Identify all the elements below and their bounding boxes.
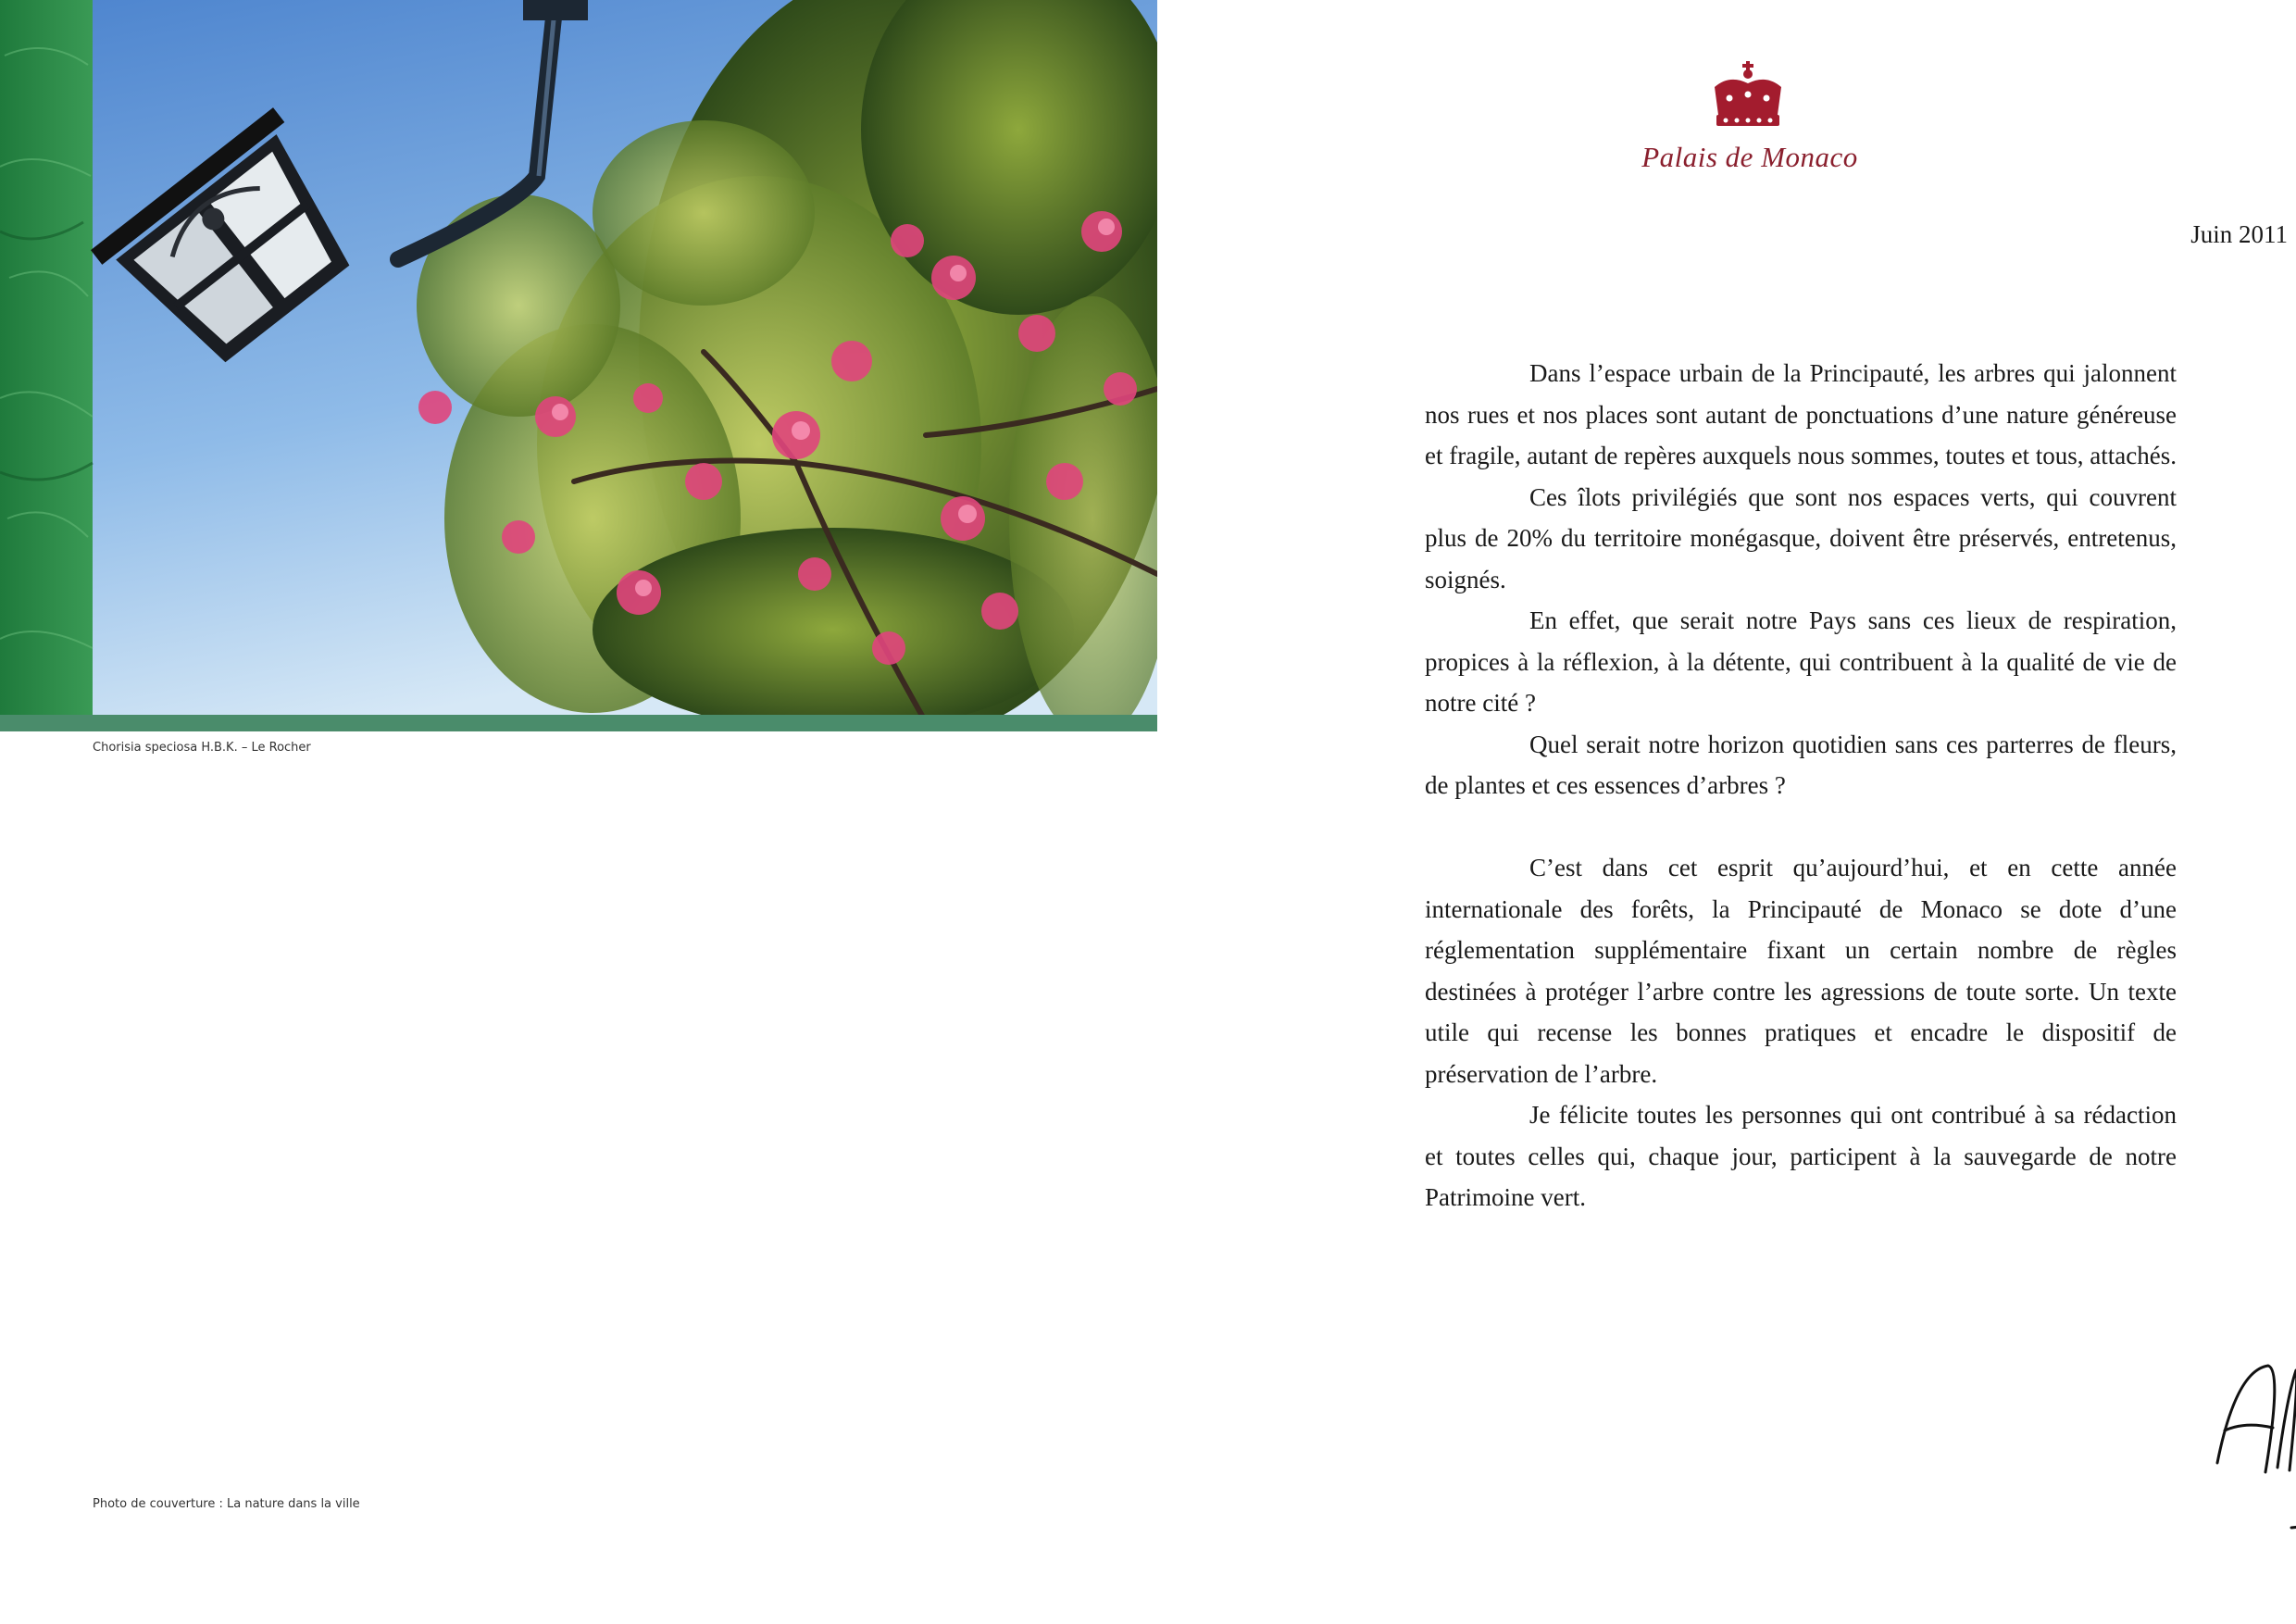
handwritten-signature <box>2180 1315 2296 1583</box>
paragraph: Ces îlots privilégiés que sont nos espaces verts, qui couvrent plus de 20% du territoire monégasque, doivent être préservés, entretenus, soignés. <box>1425 482 2177 593</box>
photo-caption: Chorisia speciosa H.B.K. – Le Rocher <box>93 741 311 755</box>
paragraph: C’est dans cet esprit qu’aujourd’hui, et en cette année internationale des forêts, la Principauté de Monaco se dote d’une réglementation supplémentaire fixant un certain nombre de règles destinées à protéger l’arbre contre les agressions de toute sorte. Un texte utile qui recense les bonnes pratiques et encadre le dispositif de préservation de l’arbre. <box>1425 854 2177 1088</box>
right-page <box>1157 0 2296 1624</box>
letter-body <box>1425 353 2177 1218</box>
letter-date: Juin 2011 <box>2190 220 2288 248</box>
cover-photo <box>0 0 1157 731</box>
paragraph: Je félicite toutes les personnes qui ont contribué à sa rédaction et toutes celles qui, chaque jour, participent à la sauvegarde de notre Patrimoine vert. <box>1425 1101 2177 1211</box>
royal-crown-icon <box>1702 61 1794 131</box>
street-lamp-and-flowering-tree-photo <box>0 0 1157 731</box>
paragraph: Quel serait notre horizon quotidien sans ces parterres de fleurs, de plantes et ces essences d’arbres ? <box>1425 730 2177 799</box>
palace-name: Palais de Monaco <box>1641 141 1858 173</box>
paragraph: Dans l’espace urbain de la Principauté, les arbres qui jalonnent nos rues et nos places sont autant de ponctuations d’une nature généreuse et fragile, autant de repères auxquels nous sommes, toutes et tous, attachés. <box>1425 359 2177 469</box>
cover-caption: Photo de couverture : La nature dans la ville <box>93 1497 360 1511</box>
paragraph: En effet, que serait notre Pays sans ces lieux de respiration, propices à la réflexion, à la détente, qui contribuent à la qualité de vie de notre cité ? <box>1425 606 2177 717</box>
